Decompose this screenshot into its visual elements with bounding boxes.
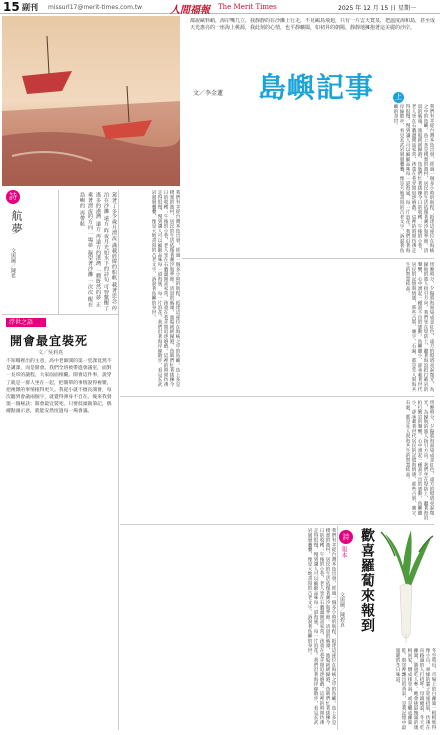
poem-title: 航夢	[10, 210, 23, 236]
page-header	[0, 0, 440, 14]
divider	[2, 314, 118, 315]
article-body-block: 我們有幸從台灣本島出發，經過一個多小時的航程，抵達這座位在海峽之中的島嶼。島上多是樸實的漁村，居民的生活依循著潮汐與季節。清晨的碼頭，漁船緩緩歸港，魚販們忙著挑揀今日的收穫；午後的小巷，老人坐在石牆邊閒話家常，孩童在巷弄間追逐嬉戲。這裡的時間彷彿走得很慢，慢到讓人可以細細品味每一道海風、每一片浪花。我們沿著海岸線散步，看見玄武岩層層疊疊，像是大地書寫的古老文字，訴說著島嶼的身世。	[307, 528, 336, 725]
veg-title: 歡喜羅蔔來報到	[359, 528, 375, 633]
poem-tag-badge: 詩	[6, 190, 20, 204]
veg-author: 文與圖／陳碧貞	[339, 592, 345, 627]
article-body-block: 我們有幸從台灣本島出發，經過一個多小時的航程，抵達這座位在海峽之中的島嶼。島上多是樸實的漁村，居民的生活依循著潮汐與季節。清晨的碼頭，漁船緩緩歸港，魚販們忙著挑揀今日的收穫；午後的小巷，老人坐在石牆邊閒話家常，孩童在巷弄間追逐嬉戲。這裡的時間彷彿走得很慢，慢到讓人可以細細品味每一道海風、每一片浪花。我們沿著海岸線散步，看見玄武岩層層疊疊，像是大地書寫的古老文字，訴說著島嶼的身世。	[151, 190, 180, 387]
article-part-badge: 上	[395, 93, 402, 101]
veg-text: 冬至將近，市場上的白蘿蔔一根根堆得像小山，翠綠的葉子迎風招展，彷彿在向路過的人打招呼。母親總說，冬天吃蘿蔔，勝過吃人參。她會挑最飽滿的幾根回家，燉成排骨湯，或是曬成蘿蔔乾。廚房裡飄出的香氣，是我記憶中最溫暖的冬日味道。	[395, 648, 436, 730]
divider	[120, 524, 434, 525]
divider	[120, 396, 434, 397]
veg-tag-sub: 報本	[340, 546, 347, 558]
page-number: 15	[3, 0, 20, 14]
divider	[58, 190, 59, 315]
contact-email[interactable]: missurl17@merit-times.com.tw	[48, 4, 143, 11]
article-byline: 文／李金蓮	[193, 90, 224, 97]
divider	[118, 190, 119, 730]
veg-tag-badge: 詩	[339, 530, 353, 544]
article-body-block: 我們有幸從台灣本島出發，經過一個多小時的航程，抵達這座位在海峽之中的島嶼。島上多是樸實的漁村，居民的生活依循著潮汐與季節。清晨的碼頭，漁船緩緩歸港，魚販們忙著挑揀今日的收穫；午後的小巷，老人坐在石牆邊閒話家常，孩童在巷弄間追逐嬉戲。這裡的時間彷彿走得很慢，慢到讓人可以細細品味每一道海風、每一片浪花。我們沿著海岸線散步，看見玄武岩層層疊疊，像是大地書寫的古老文字，訴說著島嶼的身世。	[393, 104, 434, 253]
section-name: 副刊	[22, 3, 38, 12]
radish-image	[375, 526, 437, 644]
essay-text: 不知哪裡出的主意，高中老師開的第一堂課竟然不是講課，而是開會。我們全班被帶進會議室，面對一長串的議程，大家面面相覷。開會這件事，說穿了就是一群人坐在一起，把簡單的事情說得複雜，把複雜的事情拖得更久。我從小就不擅長開會，每次聽到會議兩個字，就覺得渾身不自在。後來我發現一個秘訣：開會最宜裝死。只要低頭做筆記，偶爾點頭示意，就能安然度過每一場會議。	[6, 359, 112, 415]
newspaper-logo: 人間福報	[170, 5, 210, 16]
boat-painting-image	[2, 16, 180, 186]
article-body-block: 傍晚時分，夕陽將海面染成金紅色，遠方的燈塔亮起微光，為歸航的漁人指引方向。我們坐在堤防上，聽著海浪拍打礁岩的聲響，心中湧起一種說不出的感動。島嶼雖小，卻承載著世代居民的記憶與情感，那些古厝、廟宇、石滬，都是先人與海共生的智慧結晶。	[405, 400, 434, 520]
issue-date: 2025 年 12 月 15 日 星期一	[338, 5, 416, 12]
article-intro: 都說歐料峭，海岸嘴兀立，我靜靜的在沙灘上行走，不見鷗鳥飛迴，只有一片雲天寬泉，把溫度海和島，甚至成天光惠亮的一座海上桃源，我此刻的心情，也平靜曠闊，如初昇的朝陽，靜靜地擁抱著這美麗的沙岸。	[190, 18, 436, 31]
newspaper-logo-en: The Merit Times	[218, 3, 277, 11]
article-title: 島嶼記事	[258, 71, 375, 104]
essay-author: 文／吳莉堯	[38, 350, 64, 356]
poem-author: 文與圖／陳希	[10, 248, 16, 278]
divider	[337, 526, 338, 730]
poem-text: 駕著了多少歲月漂流 滿載經緯的船帆 載著思念 停泊在沙灘 遠方 昨夜月光如水下的詩句 可曾驚醒了遙多的港灣 遠方 再遠方的港灣 一艘既然的夢 正乘著漂流的方向 一場夢 凝望著沙灘 一次次 醒在島嶼的 再帶航	[79, 192, 117, 311]
divider	[182, 258, 434, 259]
essay-title: 開會最宜裝死	[10, 334, 89, 348]
article-body-block: 傍晚時分，夕陽將海面染成金紅色，遠方的燈塔亮起微光，為歸航的漁人指引方向。我們坐在堤防上，聽著海浪拍打礁岩的聲響，心中湧起一種說不出的感動。島嶼雖小，卻承載著世代居民的記憶與情感，那些古厝、廟宇、石滬，都是先人與海共生的智慧結晶。	[405, 262, 434, 392]
essay-section-tag: 浮世之語	[6, 318, 46, 327]
